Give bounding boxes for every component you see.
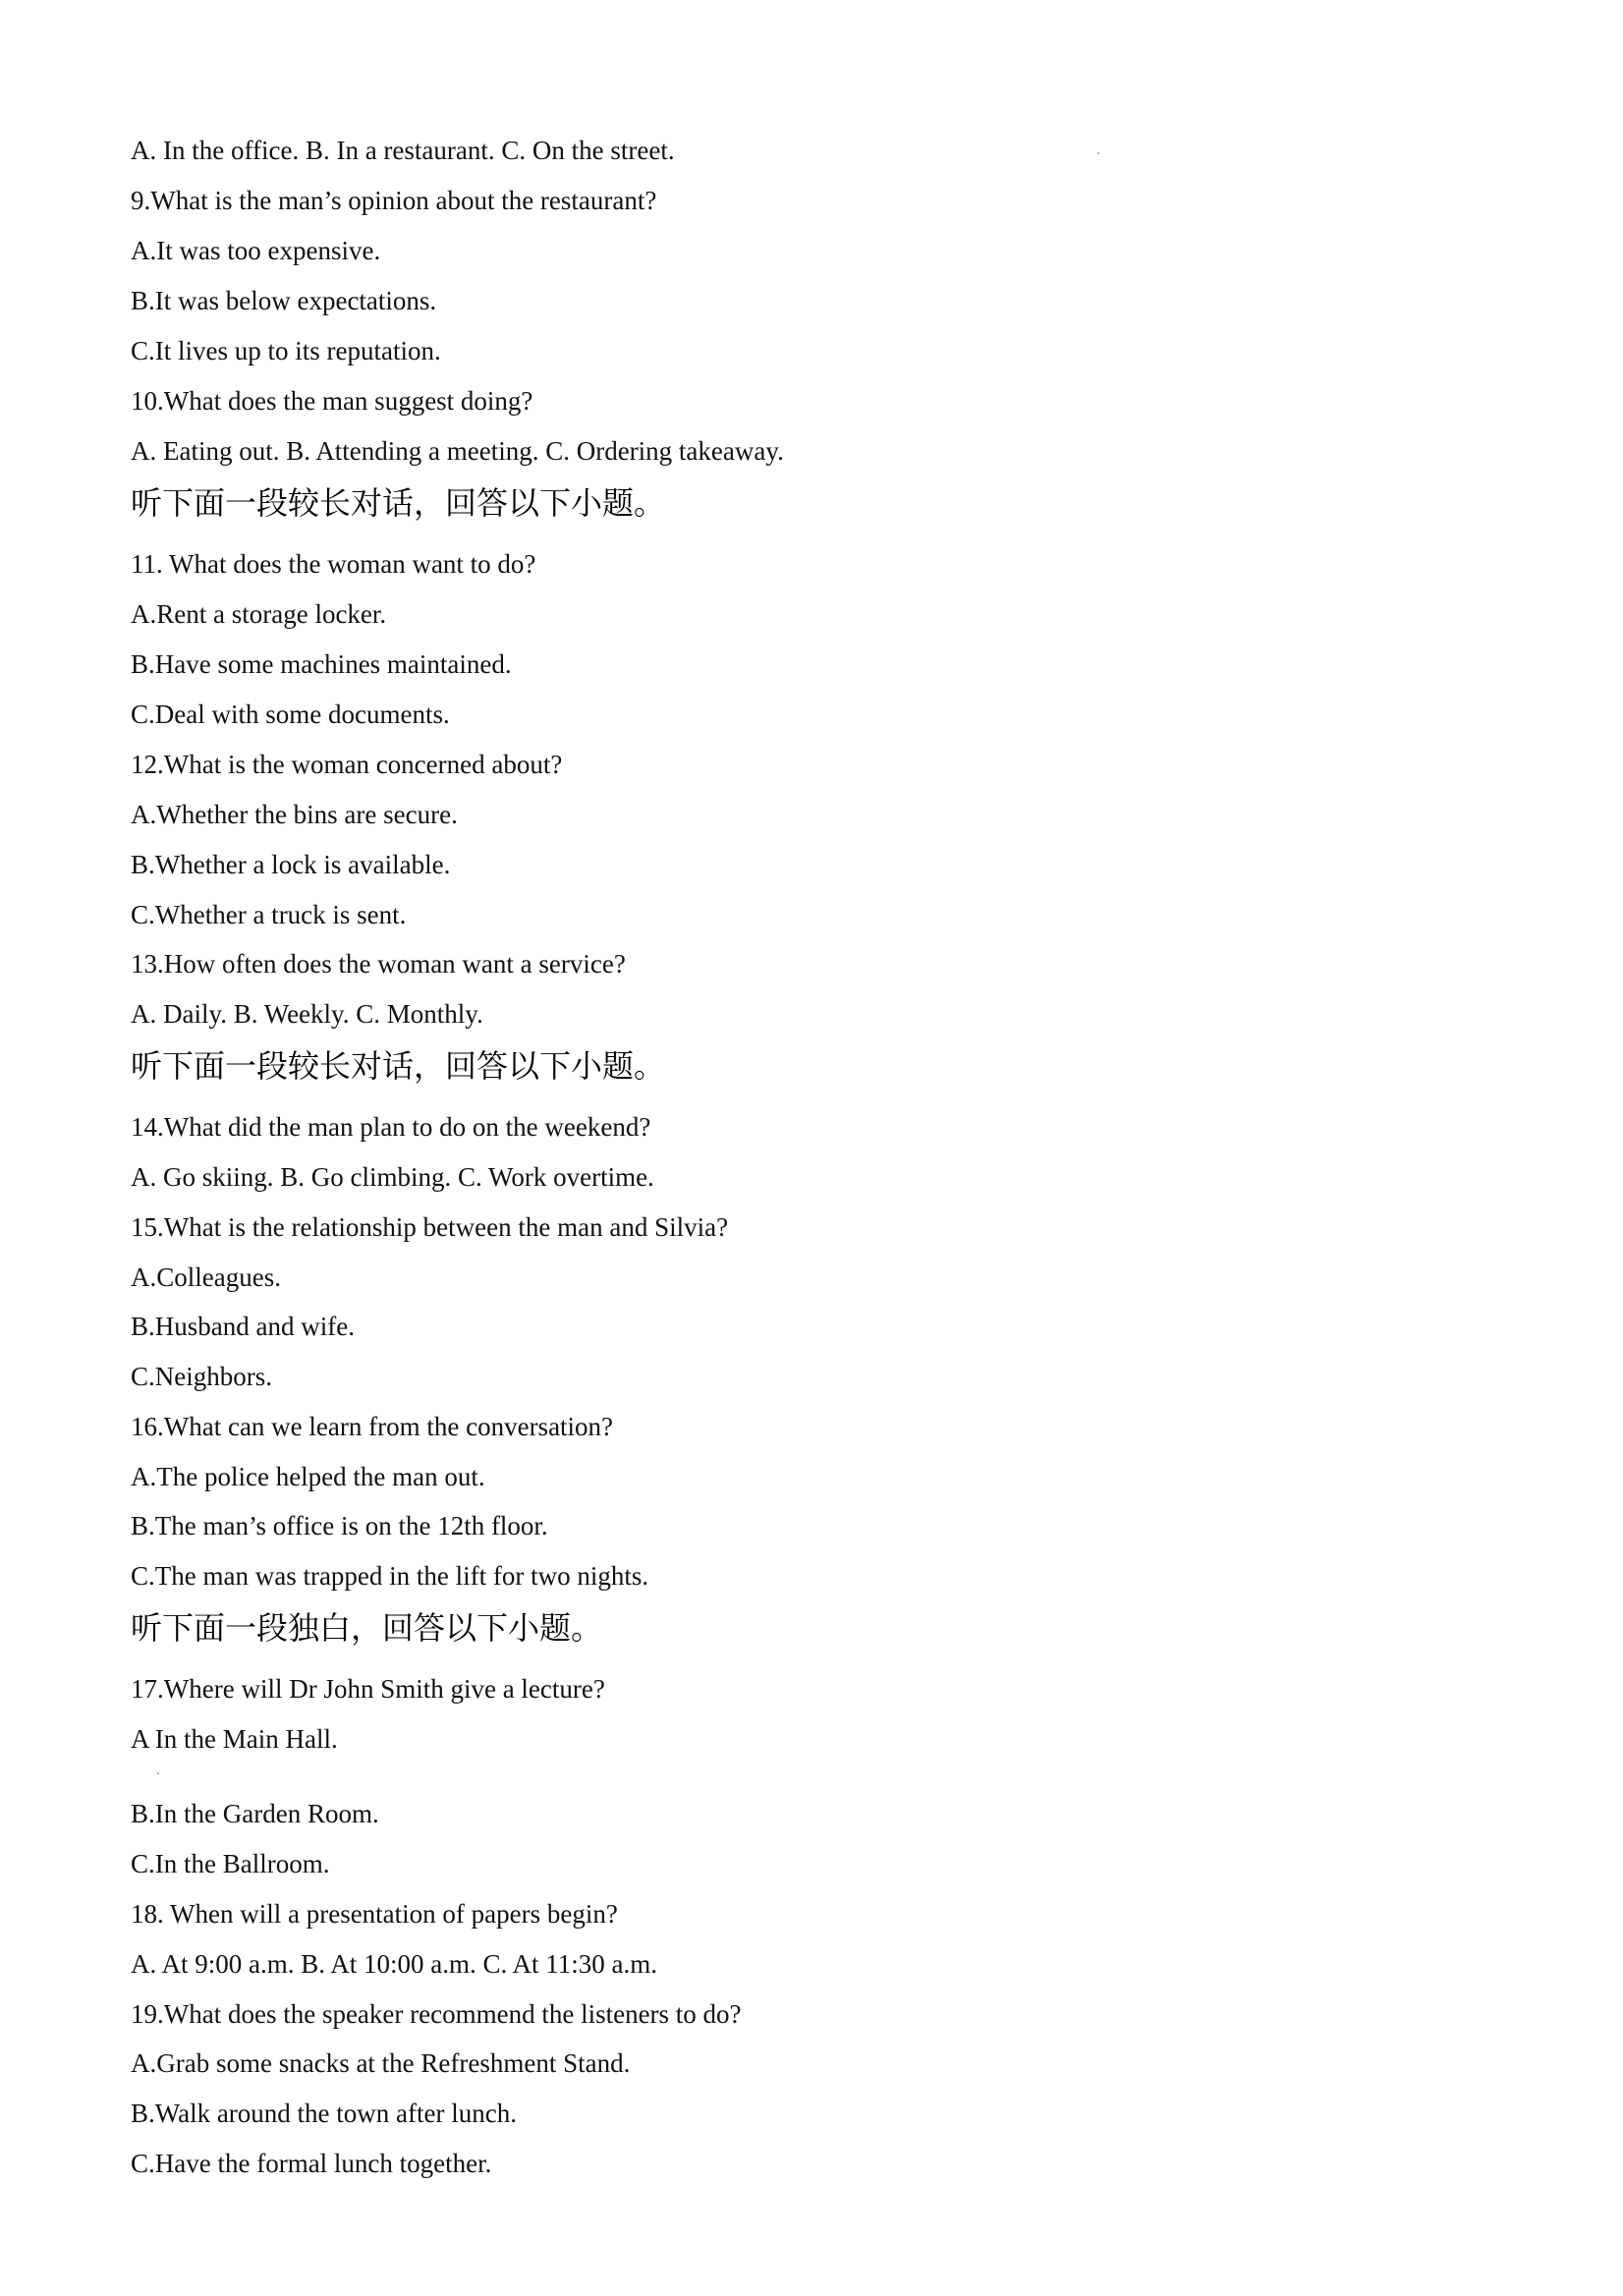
q13-options: A. Daily. B. Weekly. C. Monthly.: [131, 999, 483, 1029]
q15-option-c: C.Neighbors.: [131, 1362, 272, 1391]
q16-option-a: A.The police helped the man out.: [131, 1462, 485, 1491]
q19-option-b: B.Walk around the town after lunch.: [131, 2099, 517, 2128]
q18-question: 18. When will a presentation of papers begin?: [131, 1899, 618, 1929]
q17-question: 17.Where will Dr John Smith give a lecture?: [131, 1674, 605, 1704]
q16-question: 16.What can we learn from the conversation?: [131, 1412, 614, 1441]
q11-option-a: A.Rent a storage locker.: [131, 599, 387, 629]
section-heading-1: 听下面一段较长对话，回答以下小题。: [131, 484, 666, 522]
q10-question: 10.What does the man suggest doing?: [131, 386, 533, 416]
q9-option-b: B.It was below expectations.: [131, 286, 437, 315]
q17-option-c: C.In the Ballroom.: [131, 1849, 330, 1878]
q12-question: 12.What is the woman concerned about?: [131, 750, 563, 779]
section-heading-3: 听下面一段独白，回答以下小题。: [131, 1609, 603, 1647]
q14-question: 14.What did the man plan to do on the weekend?: [131, 1112, 651, 1142]
q17-option-b: B.In the Garden Room.: [131, 1799, 379, 1828]
q9-option-c: C.It lives up to its reputation.: [131, 336, 441, 365]
q11-option-c: C.Deal with some documents.: [131, 700, 450, 729]
q11-question: 11. What does the woman want to do?: [131, 549, 536, 579]
q19-question: 19.What does the speaker recommend the listeners to do?: [131, 1999, 742, 2029]
q10-options: A. Eating out. B. Attending a meeting. C. Ordering takeaway.: [131, 436, 784, 466]
q8-options: A. In the office. B. In a restaurant. C. On the street.: [131, 136, 675, 165]
q15-question: 15.What is the relationship between the man and Silvia?: [131, 1212, 729, 1242]
q11-option-b: B.Have some machines maintained.: [131, 649, 512, 679]
q15-option-a: A.Colleagues.: [131, 1262, 281, 1292]
section-heading-2: 听下面一段较长对话，回答以下小题。: [131, 1047, 666, 1085]
q13-question: 13.How often does the woman want a service?: [131, 949, 626, 979]
q18-options: A. At 9:00 a.m. B. At 10:00 a.m. C. At 11:30 a.m.: [131, 1949, 658, 1979]
q15-option-b: B.Husband and wife.: [131, 1312, 355, 1341]
q17-option-a: A In the Main Hall.: [131, 1724, 338, 1754]
q16-option-b: B.The man’s office is on the 12th floor.: [131, 1511, 548, 1540]
scan-speck: [157, 1772, 159, 1774]
q9-option-a: A.It was too expensive.: [131, 236, 381, 265]
q19-option-c: C.Have the formal lunch together.: [131, 2149, 492, 2178]
q19-option-a: A.Grab some snacks at the Refreshment Stand.: [131, 2048, 631, 2078]
q16-option-c: C.The man was trapped in the lift for two nights.: [131, 1561, 649, 1591]
q12-option-a: A.Whether the bins are secure.: [131, 800, 458, 829]
q12-option-b: B.Whether a lock is available.: [131, 850, 451, 879]
q12-option-c: C.Whether a truck is sent.: [131, 900, 407, 929]
q9-question: 9.What is the man’s opinion about the restaurant?: [131, 186, 657, 215]
q14-options: A. Go skiing. B. Go climbing. C. Work overtime.: [131, 1162, 654, 1192]
scan-speck: [1097, 152, 1099, 154]
